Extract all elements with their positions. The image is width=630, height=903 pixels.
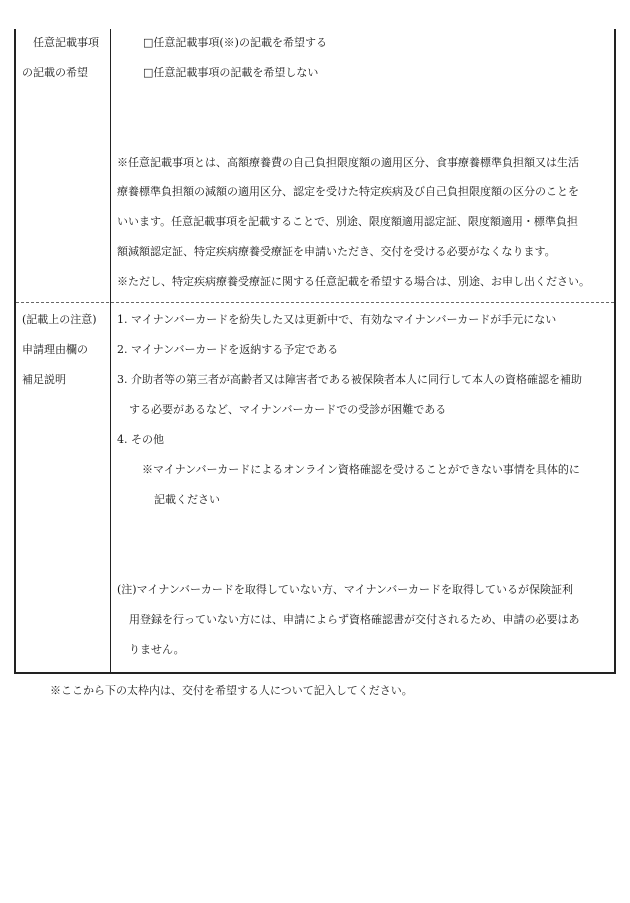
optional-note-line-3: いいます。任意記載事項を記載することで、別途、限度額適用認定証、限度額適用・標準負担 [117,215,578,228]
footer-note: ※ここから下の太枠内は、交付を希望する人について記入してください。 [50,684,413,697]
reason-label-line-1: (記載上の注意) [22,313,97,326]
optional-note-line-2: 療養標準負担額の減額の適用区分、認定を受けた特定疾病及び自己負担限度額の区分のことを [117,185,579,198]
reason-item-1: 1. マイナンバーカードを紛失した又は更新中で、有効なマイナンバーカードが手元にない [117,313,557,326]
reason-sub-note-line-1: ※マイナンバーカードによるオンライン資格確認を受けることができない事情を具体的に [142,463,580,476]
optional-note-line-4: 額減額認定証、特定疾病療養受療証を申請いただき、交付を受ける必要がなくなります。 [117,245,556,258]
caution-line-1: (注)マイナンバーカードを取得していない方、マイナンバーカードを取得しているが保険証利 [117,583,574,596]
reason-item-3-cont: する必要があるなど、マイナンバーカードでの受診が困難である [129,403,447,416]
reason-item-4: 4. その他 [117,433,164,446]
reason-item-3: 3. 介助者等の第三者が高齢者又は障害者である被保険者本人に同行して本人の資格確認を補助 [117,373,582,386]
caution-line-3: りません。 [129,643,185,656]
optional-note-line-1: ※任意記載事項とは、高額療養費の自己負担限度額の適用区分、食事療養標準負担額又は生活 [117,156,579,169]
option-wish-checkbox[interactable]: □任意記載事項(※)の記載を希望する [143,36,327,49]
optional-note-line-5: ※ただし、特定疾病療養受療証に関する任意記載を希望する場合は、別途、お申し出ください。 [117,275,590,288]
reason-sub-note-line-2: 記載ください [154,493,220,506]
reason-item-2: 2. マイナンバーカードを返納する予定である [117,343,339,356]
option-no-wish-checkbox[interactable]: □任意記載事項の記載を希望しない [143,66,319,79]
optional-label-line-2: の記載の希望 [22,66,88,79]
caution-line-2: 用登録を行っていない方には、申請によらず資格確認書が交付されるため、申請の必要はあ [129,613,580,626]
column-divider [110,29,111,672]
optional-label-line-1: 任意記載事項 [33,36,99,49]
form-table [14,29,616,674]
reason-label-line-2: 申請理由欄の [22,343,88,356]
reason-label-line-3: 補足説明 [22,373,66,386]
section-divider [16,302,614,303]
